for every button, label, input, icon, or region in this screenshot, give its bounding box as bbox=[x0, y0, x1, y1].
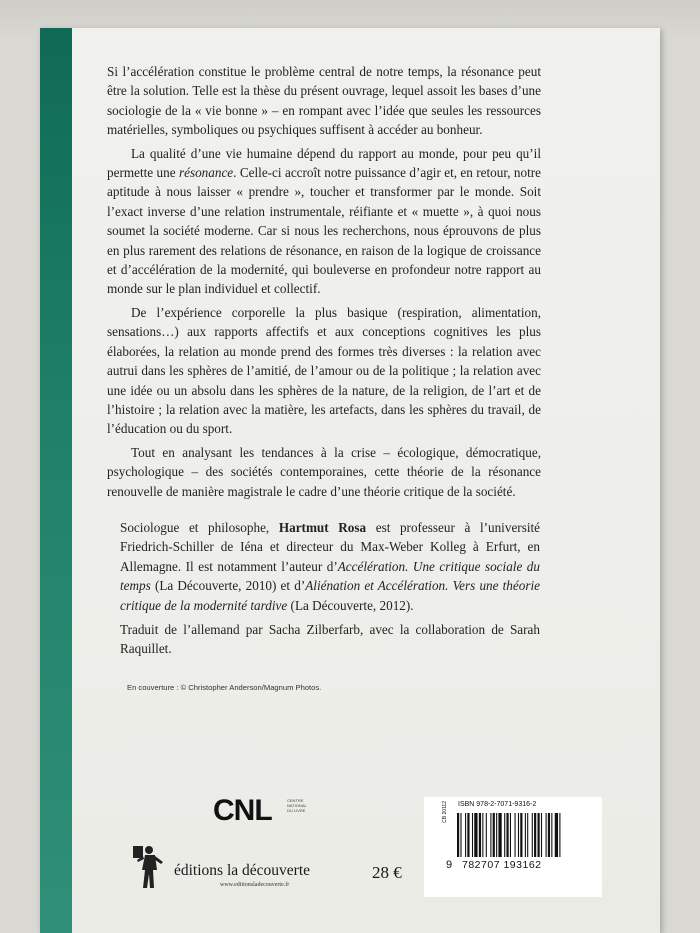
publisher-name: éditions la découverte bbox=[174, 862, 311, 879]
isbn-text: ISBN 978-2-7071-9316-2 bbox=[458, 801, 537, 808]
author-bio bbox=[120, 518, 540, 615]
barcode-side-code: CB 20112 bbox=[442, 801, 448, 823]
blurb-paragraph-3: De l’expérience corporelle la plus basique (respiration, alimentation, sensations…) aux rapports affectifs et aux conceptions cognitives les plus élaborées, la relation au monde prend des formes très diverses : la relation avec autrui dans les sphères de l’amitié, de l’amour ou de la politique ; la relation avec une idée ou un absolu dans les sphères de la nature, de la religion, de l’art et de l’histoire ; la relation avec la matière, les artefacts, dans les sphères du travail, de l’éducation ou du sport. bbox=[107, 304, 541, 437]
cnl-logo-subtitle: CENTRE NATIONAL DU LIVRE bbox=[287, 798, 307, 813]
blurb-p2-start: La qualité d’une vie humaine dépend du rapport au monde, pour peu qu’il permette une bbox=[107, 145, 541, 181]
translation-credit: Traduit de l’allemand par Sacha Zilberfarb, avec la collaboration de Sarah Raquillet. bbox=[120, 622, 540, 657]
book-title-1: Accélération. Une critique sociale du temps bbox=[120, 558, 540, 594]
blurb-paragraph-4: Tout en analysant les tendances à la crise – écologique, démocratique, psychologique – des sociétés contemporaines, cette théorie de la résonance renouvelle de manière magistrale le cadre d’une théorie critique de la société. bbox=[107, 444, 541, 499]
barcode-digits: 782707 193162 bbox=[462, 859, 542, 871]
price: 28 € bbox=[372, 863, 402, 882]
publisher-figure-logo bbox=[133, 840, 167, 890]
bio-mid: (La Découverte, 2010) et d’ bbox=[150, 578, 306, 594]
barcode-panel bbox=[424, 797, 602, 897]
cnl-logo: CNL bbox=[213, 794, 272, 827]
barcode-lead-digit: 9 bbox=[446, 859, 453, 871]
blurb-paragraph-2 bbox=[107, 144, 541, 299]
barcode bbox=[457, 813, 597, 859]
cover-photo-credit: En couverture : © Christopher Anderson/Magnum Photos. bbox=[127, 683, 322, 692]
book-title-2: Aliénation et Accélération. Vers une théorie critique de la modernité tardive bbox=[120, 578, 541, 613]
green-spine-band bbox=[40, 28, 72, 933]
author-name: Hartmut Rosa bbox=[278, 520, 367, 535]
blurb bbox=[107, 62, 541, 501]
bio-end: (La Découverte, 2012). bbox=[287, 597, 414, 613]
bio-intro: Sociologue et philosophe, bbox=[120, 520, 279, 535]
blurb-paragraph-1: Si l’accélération constitue le problème central de notre temps, la résonance peut être la solution. Telle est la thèse du présent ouvrage, lequel assoit les bases d’une sociologie de la « vie bonne » – en rompant avec l’idée que seules les ressources matérielles, symboliques ou psychiques suffisent à accéder au bonheur. bbox=[107, 64, 541, 138]
publisher-url: www.editionsladecouverte.fr bbox=[220, 882, 290, 888]
author-bio-text bbox=[120, 518, 540, 615]
blurb-p2-end: . Celle-ci accroît notre puissance d’agir et, en retour, notre aptitude à nous laisser « prendre », toucher et transformer par le monde. Soit l’exact inverse d’une relation instrumentale, réifiante et « muette », à quoi nous soumet la société moderne. Car si nous les recherchons, nous éprouvons de plus en plus rarement des relations de résonance, en raison de la logique de croissance et d’accélération de la modernité, qui bouleverse en profondeur notre rapport au monde sur le plan individuel et collectif. bbox=[107, 165, 542, 297]
blurb-p2-emphasis: résonance bbox=[178, 165, 234, 181]
bio-body: est professeur à l’université Friedrich-Schiller de Iéna et directeur du Max-Weber Kolleg à Erfurt, en Allemagne. Il est notamment l’auteur d’ bbox=[120, 520, 541, 574]
